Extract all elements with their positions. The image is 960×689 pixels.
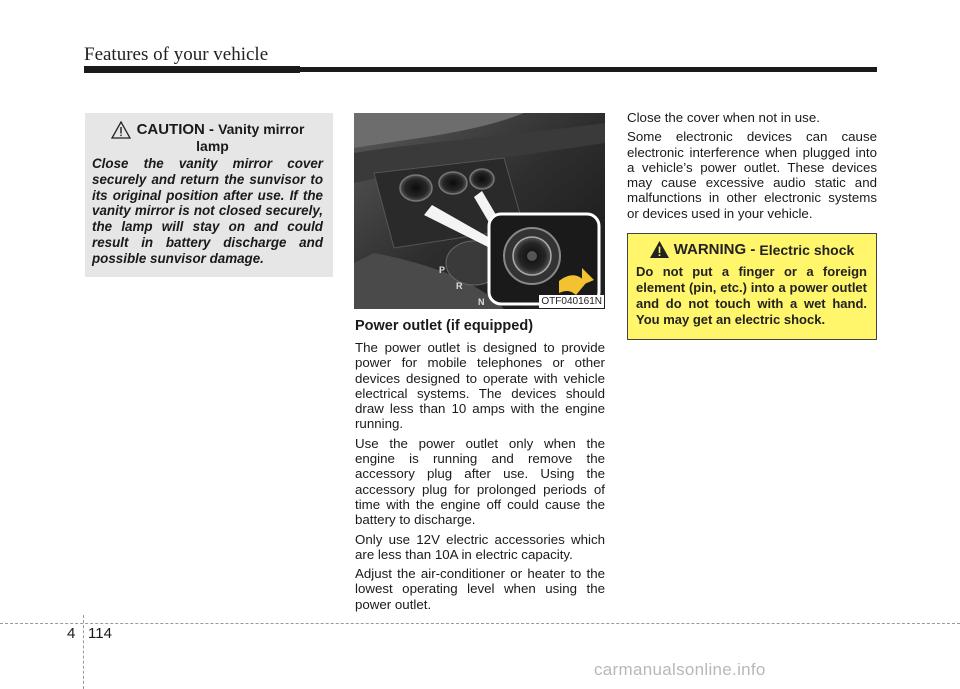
power-outlet-photo <box>354 113 605 309</box>
header-rule-thick <box>84 66 300 73</box>
gear-letter-r: R <box>456 281 463 291</box>
paragraph: The power outlet is designed to provide power for mobile telephones or other devices designed to operate with vehicle electrical systems. The devices should draw less than 10 amps with the engine running. <box>355 340 605 432</box>
page-number: 114 <box>88 625 112 642</box>
power-outlet-section <box>355 313 605 616</box>
page-header-title: Features of your vehicle <box>84 44 269 65</box>
figure-code: OTF040161N <box>541 296 602 307</box>
paragraph: Close the cover when not in use. <box>627 110 820 125</box>
chapter-number: 4 <box>67 625 76 642</box>
caution-subject-line2: lamp <box>196 138 229 154</box>
paragraph: Some electronic devices can cause electronic interference when plugged into a vehicle’s power outlet. These devices may cause excessive audio static and malfunctions in other electronic systems or devices used in your vehicle. <box>627 129 877 221</box>
caution-label: CAUTION - <box>136 121 215 138</box>
footer-divider <box>83 615 85 689</box>
caution-subject: Vanity mirror <box>218 121 305 137</box>
gear-letter-p: P <box>439 265 446 275</box>
warning-label: WARNING - <box>673 241 756 258</box>
footer-rule <box>0 623 960 624</box>
power-outlet-illustration <box>354 113 605 309</box>
gear-letter-n: N <box>478 297 485 307</box>
warning-heading <box>636 240 867 259</box>
paragraph: Only use 12V electric accessories which are less than 10A in electric capacity. <box>355 531 605 562</box>
section-title: Power outlet (if equipped) <box>355 318 534 334</box>
caution-box <box>85 113 333 277</box>
warning-subject: Electric shock <box>759 241 855 258</box>
caution-text: Close the vanity mirror cover securely and return the sunvisor to its original position after use. If the vanity mirror is not closed securely, the lamp will stay on and could result in battery discharge and possible sunvisor damage. <box>92 156 323 266</box>
right-column <box>627 110 877 225</box>
caution-heading <box>92 121 323 139</box>
paragraph: Use the power outlet only when the engine is running and remove the accessory plug after use. Using the accessory plug for prolonged periods of time with the engine off could cause the battery to discharge. <box>355 435 605 528</box>
caution-triangle-icon <box>111 121 131 139</box>
watermark: carmanualsonline.info <box>594 660 766 679</box>
warning-text: Do not put a finger or a foreign element (pin, etc.) into a power outlet and do not touch with a wet hand. You may get an electric shock. <box>636 264 867 327</box>
warning-box <box>627 233 877 340</box>
warning-triangle-icon <box>649 240 670 259</box>
paragraph: Adjust the air-conditioner or heater to the lowest operating level when using the power outlet. <box>355 566 605 612</box>
